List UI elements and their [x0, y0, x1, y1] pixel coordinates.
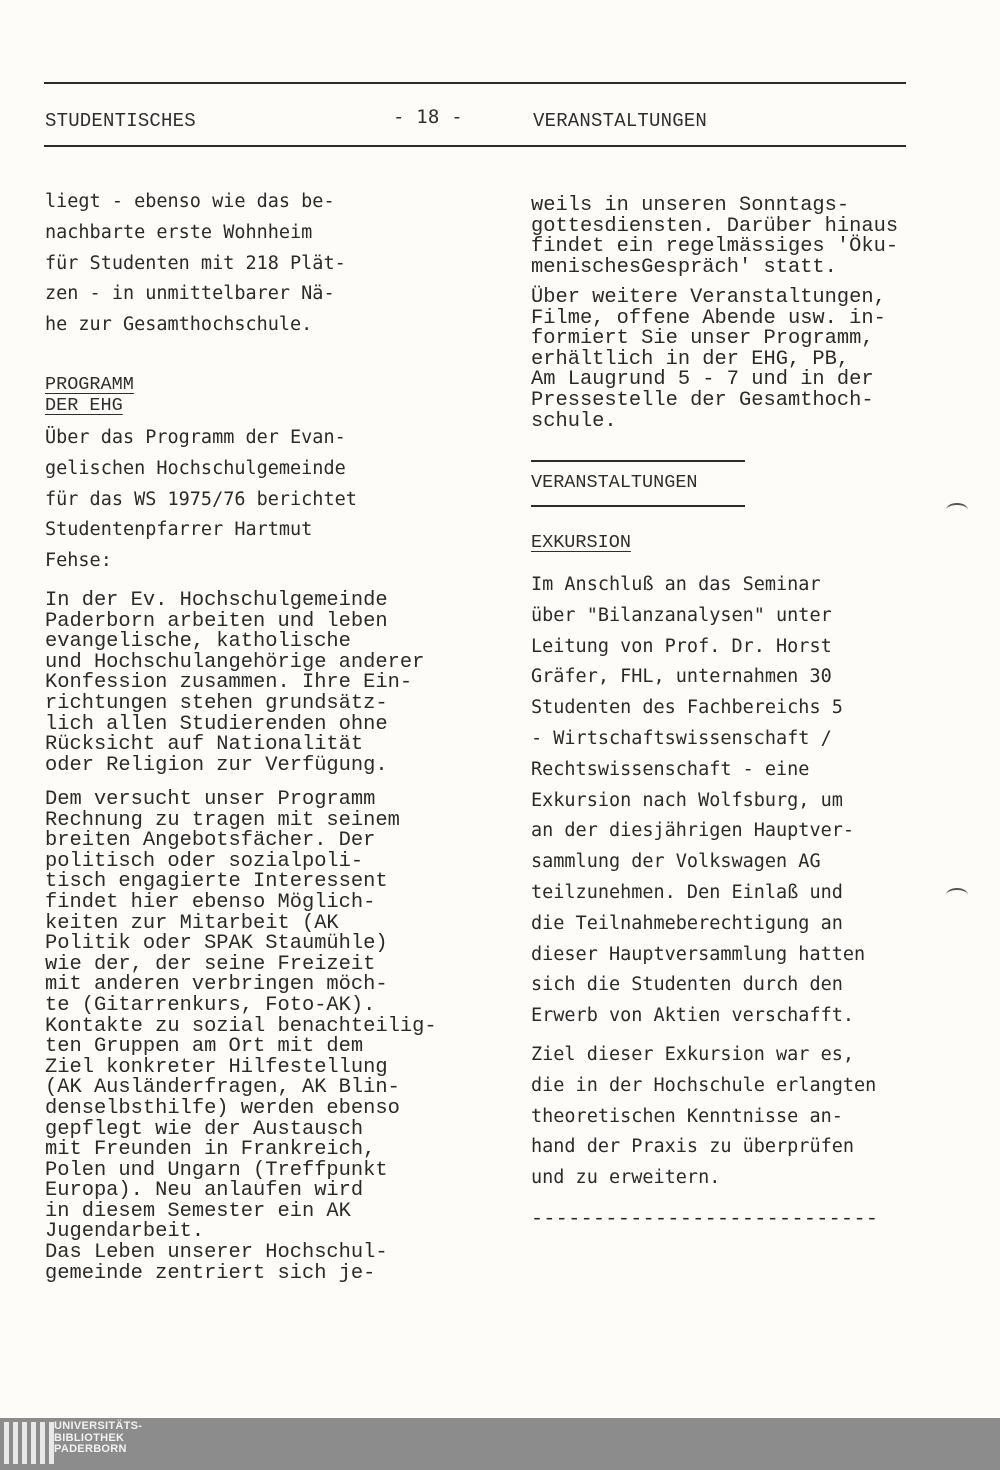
section-heading-programm: PROGRAMM DER EHG [45, 374, 134, 416]
footer-bar [0, 1418, 1000, 1470]
continuation-paragraph-2: Über weitere Veranstaltungen, Filme, offene Abende usw. in- formiert Sie unser Programm, erhältlich in der EHG, PB, Am Laugrund 5 - 7 und in der Pressestelle der Gesamthoch- schule. [531, 286, 886, 433]
boxed-heading-veranstaltungen: VERANSTALTUNGEN [531, 460, 745, 507]
header-rule [44, 145, 906, 147]
sub-heading-exkursion: EXKURSION [531, 532, 631, 553]
intro-paragraph: liegt - ebenso wie das be- nachbarte erste Wohnheim für Studenten mit 218 Plät- zen - in unmittelbarer Nä- he zur Gesamthochschule. [45, 191, 346, 336]
exkursion-paragraph-2: Ziel dieser Exkursion war es, die in der Hochschule erlangten theoretischen Kenntnisse an- hand der Praxis zu überprüfen und zu erweitern. [531, 1044, 877, 1189]
lead-paragraph: Über das Programm der Evan- gelischen Hochschulgemeinde für das WS 1975/76 berichtet Studentenpfarrer Hartmut Fehse: [45, 427, 357, 572]
punch-mark-bottom [946, 888, 968, 902]
logo-line-3: PADERBORN [54, 1443, 127, 1455]
end-dashes: ---------------------------- [531, 1208, 879, 1231]
paragraph-ehg-2: Dem versucht unser Programm Rechnung zu tragen mit seinem breiten Angebotsfächer. Der politisch oder sozialpoli- tisch engagierte Interessent findet hier ebenso Möglich- keiten zur Mitarbeit (AK Politik oder SPAK Staumühle) wie der, der seine Freizeit mit anderen verbringen möch- te (Gitarrenkurs, Foto-AK). Kontakte zu sozial benachteilig- ten Gruppen am Ort mit dem Ziel konkreter Hilfestellung (AK Ausländerfragen, AK Blin- denselbsthilfe) werden ebenso gepflegt wie der Austausch mit Freunden in Frankreich, Polen und Ungarn (Treffpunkt Europa). Neu anlaufen wird in diesem Semester ein AK Jugendarbeit. Das Leben unserer Hochschul- gemeinde zentriert sich je- [45, 788, 437, 1285]
top-rule [44, 82, 906, 84]
exkursion-paragraph-1: Im Anschluß an das Seminar über "Bilanzanalysen" unter Leitung von Prof. Dr. Horst Gräfer, FHL, unternahmen 30 Studenten des Fachbereichs 5 - Wirtschaftswissenschaft / Rechtswissenschaft - eine Exkursion nach Wolfsburg, um an der diesjährigen Hauptver- sammlung der Volkswagen AG teilzunehmen. Den Einlaß und die Teilnahmeberechtigung an dieser Hauptversammlung hatten sich die Studenten durch den Erwerb von Aktien verschafft. [531, 574, 866, 1027]
page-number: - 18 - [393, 106, 463, 128]
continuation-paragraph-1: weils in unseren Sonntags- gottesdiensten. Darüber hinaus findet ein regelmässiges 'Öku- menischesGespräch' statt. [531, 194, 899, 279]
header-right: VERANSTALTUNGEN [533, 110, 708, 132]
logo-line-1: UNIVERSITÄTS- [54, 1420, 143, 1432]
paragraph-ehg-1: In der Ev. Hochschulgemeinde Paderborn arbeiten und leben evangelische, katholische und Hochschulangehörige anderer Konfession zusammen. Ihre Ein- richtungen stehen grundsätz- lich allen Studierenden ohne Rücksicht auf Nationalität oder Religion zur Verfügung. [45, 589, 425, 777]
punch-mark-top [946, 503, 968, 517]
library-logo-icon [4, 1422, 54, 1464]
library-logo-text [54, 1421, 142, 1456]
header-left: STUDENTISCHES [45, 110, 196, 132]
logo-line-2: BIBLIOTHEK [54, 1431, 125, 1444]
